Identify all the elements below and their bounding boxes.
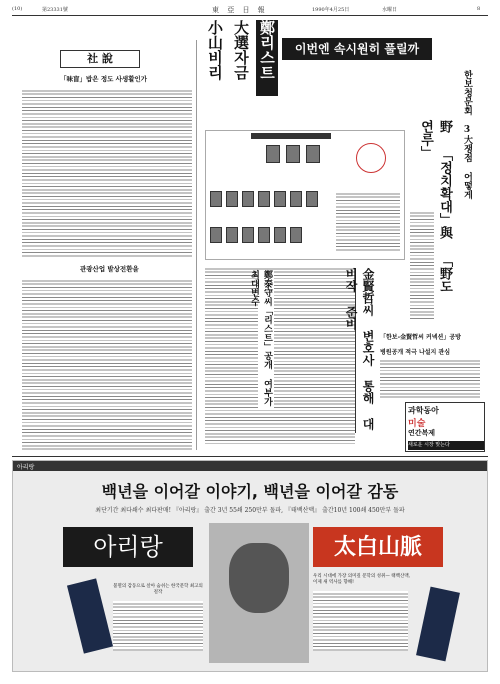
magazine-line-1: 미술 bbox=[408, 419, 426, 429]
book-advertisement bbox=[12, 460, 488, 672]
portrait-13 bbox=[242, 227, 254, 243]
author-portrait bbox=[209, 523, 309, 663]
weekday: 水曜日 bbox=[382, 7, 398, 13]
ad-headline: 백년을 이어갈 이야기, 백년을 이어갈 감동 bbox=[101, 482, 399, 501]
portrait-15 bbox=[274, 227, 286, 243]
page-number: (10) bbox=[12, 6, 23, 12]
portrait-16 bbox=[290, 227, 302, 243]
editorial-body-2 bbox=[22, 278, 192, 450]
masthead: 東 亞 日 報 bbox=[212, 6, 268, 14]
diagram-title-bar bbox=[251, 133, 331, 139]
feature-banner: 이번엔 속시원히 풀릴까 bbox=[282, 38, 432, 60]
portrait-head bbox=[229, 543, 289, 613]
portrait-12 bbox=[226, 227, 238, 243]
issue-date: 1990年4月25日 bbox=[312, 7, 350, 13]
ad-top-rule bbox=[12, 456, 488, 457]
ad-strip-label: 아리랑 bbox=[17, 464, 35, 471]
right-body bbox=[380, 358, 480, 398]
issue-number: 第23331號 bbox=[42, 7, 68, 13]
editorial-label: 社 說 bbox=[60, 50, 140, 68]
small-head-2: 병원공개 적극 나설지 관심 bbox=[380, 349, 451, 356]
portrait-14 bbox=[258, 227, 270, 243]
tag-election-funds: 大選자금 bbox=[232, 20, 250, 80]
ad-strip bbox=[13, 461, 487, 471]
portrait-4 bbox=[210, 191, 222, 207]
taebaek-caption: 우리 시대에 가장 의미깊 문학의 성취— 태백산맥, 이제 새 역사를 향해! bbox=[313, 574, 411, 585]
portrait-8 bbox=[274, 191, 286, 207]
arirang-caption: 불멸의 감동으로 살아 숨쉬는 한국문학 최고의 걸작 bbox=[113, 584, 203, 595]
magazine-brand: 과학동아 bbox=[408, 406, 439, 415]
relationship-diagram bbox=[205, 130, 405, 260]
small-head-1: 「한보-金賢哲씨 커넥션」공방 bbox=[380, 334, 461, 341]
arirang-blurb bbox=[113, 601, 203, 651]
feature-tags bbox=[200, 20, 280, 96]
portrait-2 bbox=[286, 145, 300, 163]
ad-subhead: 최단기간 최다쇄수 최다판매! 『아리랑』 출간 3년 55쇄 250만부 돌파, 『태백산맥』 출간10년 100쇄 450만부 돌파 bbox=[95, 507, 405, 514]
portrait-7 bbox=[258, 191, 270, 207]
mid-headline-2: 鄭泰守씨「리스트」공개 여부가 최대변수 bbox=[258, 270, 274, 410]
portrait-5 bbox=[226, 191, 238, 207]
tag-chung-list: 鄭리스트 bbox=[256, 20, 278, 96]
section-number: 8 bbox=[477, 6, 481, 12]
editorial-title-1: 「味盲」밥은 정도 사생활인가 bbox=[60, 75, 148, 83]
editorial-divider bbox=[196, 40, 197, 450]
feature-body bbox=[205, 266, 355, 446]
portrait-10 bbox=[306, 191, 318, 207]
tag-koyama: 小山비리 bbox=[206, 20, 224, 80]
magazine-line-3: 새로운 시장 맞는다 bbox=[408, 441, 484, 450]
side-headline-2: 한보청문회 3大쟁점 어떻게 bbox=[462, 70, 472, 199]
magazine-ad bbox=[405, 402, 485, 452]
portrait-3 bbox=[306, 145, 320, 163]
side-headline-1: 野 「정치확대」與 「野도 연루」 bbox=[418, 120, 452, 293]
arirang-book bbox=[67, 578, 113, 653]
header-rule bbox=[12, 15, 488, 16]
page-header bbox=[12, 6, 488, 14]
portrait-11 bbox=[210, 227, 222, 243]
editorial-body-1 bbox=[22, 88, 192, 258]
arirang-title: 아리랑 bbox=[63, 527, 193, 567]
editorial-title-2: 관광산업 발상전환을 bbox=[80, 265, 139, 273]
side-body bbox=[410, 210, 434, 320]
taebaek-title: 太白山脈 bbox=[313, 527, 443, 567]
portrait-1 bbox=[266, 145, 280, 163]
portrait-9 bbox=[290, 191, 302, 207]
magazine-line-2: 연간복제 bbox=[408, 428, 436, 437]
portrait-6 bbox=[242, 191, 254, 207]
mid-headline: 金賢哲씨 변호사 통해 대비작 준비 bbox=[355, 268, 377, 433]
taebaek-blurb bbox=[313, 591, 408, 651]
money-circle bbox=[356, 143, 386, 173]
diagram-notes bbox=[336, 191, 400, 253]
taebaek-book bbox=[416, 587, 460, 662]
